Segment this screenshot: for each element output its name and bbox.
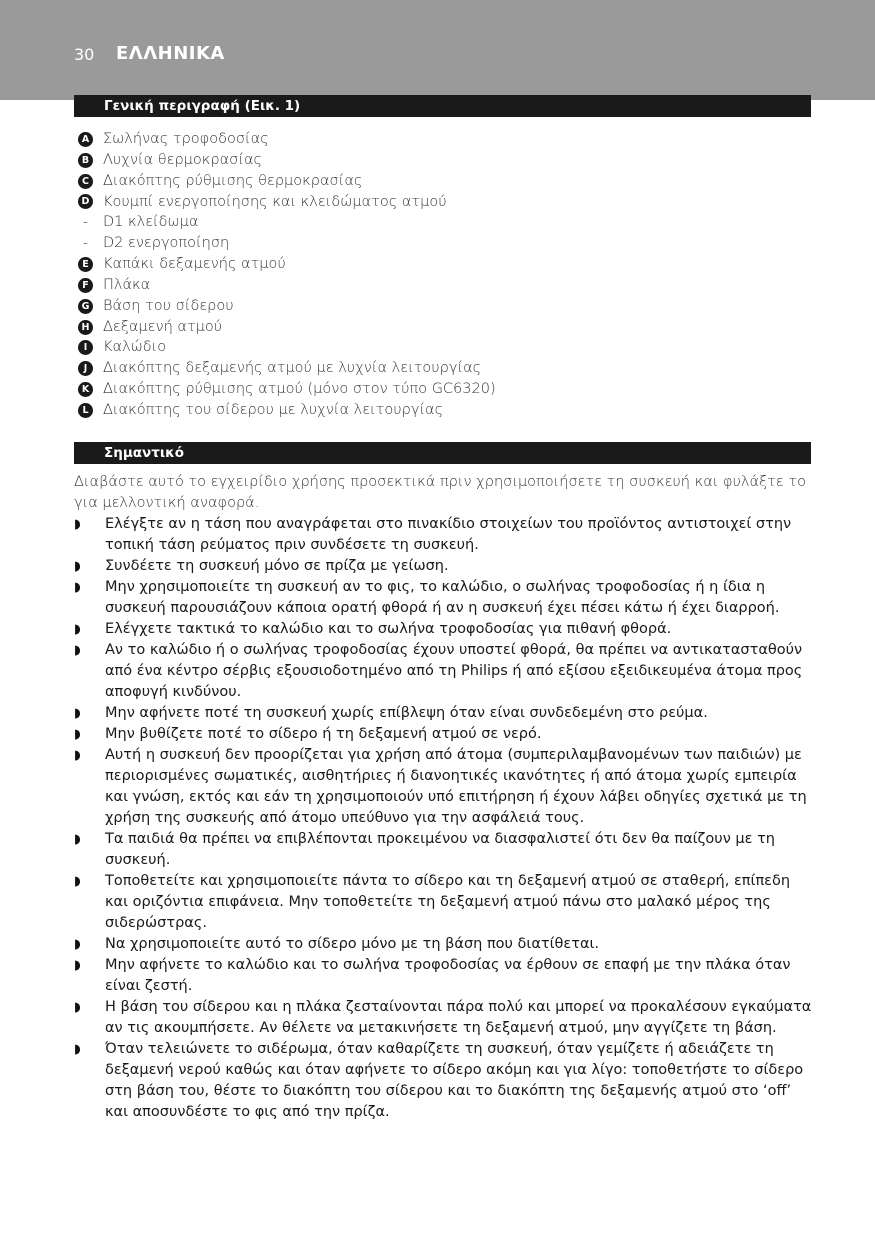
warning-text: Μην βυθίζετε ποτέ το σίδερο ή τη δεξαμενή ατμού σε νερό. — [105, 726, 542, 742]
section-heading-important: Σημαντικό — [74, 442, 811, 464]
warning-item — [74, 703, 814, 724]
parts-list — [78, 129, 808, 421]
warning-item — [74, 640, 814, 703]
warning-item — [74, 934, 814, 955]
part-item — [78, 400, 808, 421]
part-marker-badge: L — [78, 403, 93, 418]
part-label: Διακόπτης ρύθμισης θερμοκρασίας — [103, 172, 363, 189]
part-item — [78, 212, 808, 233]
part-marker-badge: D — [78, 194, 93, 209]
part-marker-badge: C — [78, 174, 93, 189]
bullet-icon: ◗ — [74, 643, 81, 658]
warning-item — [74, 997, 814, 1039]
bullet-icon: ◗ — [74, 937, 81, 952]
warning-text: Μην αφήνετε το καλώδιο και το σωλήνα τροφοδοσίας να έρθουν σε επαφή με την πλάκα όταν είναι ζεστή. — [105, 957, 791, 994]
part-item — [78, 129, 808, 150]
warning-text: Αν το καλώδιο ή ο σωλήνας τροφοδοσίας έχουν υποστεί φθορά, θα πρέπει να αντικατασταθούν από ένα κέντρο σέρβις εξουσιοδοτημένο από τη Philips ή από εξίσου εξειδικευμένα άτομα προς αποφυγή κινδύνου. — [105, 642, 803, 700]
part-item — [78, 337, 808, 358]
warning-text: Αυτή η συσκευή δεν προορίζεται για χρήση από άτομα (συμπεριλαμβανομένων των παιδιών) με περιορισμένες σωματικές, αισθητήριες ή διανοητικές ικανότητες ή από άτομα χωρίς εμπειρία και γνώση, εκτός και εάν τη χρησιμοποιούν υπό επιτήρηση ή έχουν λάβει οδηγίες σχετικά με τη χρήση της συσκευής από άτομο υπεύθυνο για την ασφάλειά τους. — [105, 747, 807, 826]
bullet-icon: ◗ — [74, 727, 81, 742]
bullet-icon: ◗ — [74, 958, 81, 973]
part-marker-badge: B — [78, 153, 93, 168]
part-marker-badge: A — [78, 132, 93, 147]
warning-text: Μην χρησιμοποιείτε τη συσκευή αν το φις, το καλώδιο, ο σωλήνας τροφοδοσίας ή η ίδια η συσκευή παρουσιάζουν κάποια ορατή φθορά ή αν η συσκευή έχει πέσει κάτω ή έχει διαρροή. — [105, 579, 780, 616]
safety-warnings-list — [74, 514, 814, 1123]
part-label: Καπάκι δεξαμενής ατμού — [103, 256, 286, 273]
bullet-icon: ◗ — [74, 622, 81, 637]
warning-item — [74, 724, 814, 745]
part-item — [78, 254, 808, 275]
bullet-icon: ◗ — [74, 517, 81, 532]
warning-text: Τοποθετείτε και χρησιμοποιείτε πάντα το σίδερο και τη δεξαμενή ατμού σε σταθερή, επίπεδη και οριζόντια επιφάνεια. Μην τοποθετείτε τη δεξαμενή ατμού πάνω στο μαλακό μέρος της σιδερώστρας. — [105, 873, 791, 931]
part-item — [78, 192, 808, 213]
warning-text: Συνδέετε τη συσκευή μόνο σε πρίζα με γείωση. — [105, 558, 449, 574]
part-marker-badge: H — [78, 320, 93, 335]
warning-text: Η βάση του σίδερου και η πλάκα ζεσταίνονται πάρα πολύ και μπορεί να προκαλέσουν εγκαύματα αν τις ακουμπήσετε. Αν θέλετε να μετακινήσετε τη δεξαμενή ατμού, μην αγγίζετε τη βάση. — [105, 999, 812, 1036]
bullet-icon: ◗ — [74, 580, 81, 595]
part-label: D1 κλείδωμα — [103, 214, 199, 231]
part-item — [78, 317, 808, 338]
bullet-icon: ◗ — [74, 559, 81, 574]
part-marker-badge: J — [78, 361, 93, 376]
warning-item — [74, 745, 814, 829]
part-item — [78, 379, 808, 400]
part-item — [78, 150, 808, 171]
warning-item — [74, 829, 814, 871]
part-marker-badge: F — [78, 278, 93, 293]
warning-item — [74, 1039, 814, 1123]
bullet-icon: ◗ — [74, 832, 81, 847]
warning-text: Όταν τελειώνετε το σιδέρωμα, όταν καθαρίζετε τη συσκευή, όταν γεμίζετε ή αδειάζετε τη δεξαμενή νερού καθώς και όταν αφήνετε το σίδερο ακόμη και για λίγο: τοποθετήστε το σίδερο στη βάση του, θέστε το διακόπτη του σίδερου και το διακόπτη της δεξαμενής ατμού στο ‘off’ και αποσυνδέστε το φις από την πρίζα. — [105, 1041, 804, 1120]
part-item — [78, 358, 808, 379]
important-intro: Διαβάστε αυτό το εγχειρίδιο χρήσης προσεκτικά πριν χρησιμοποιήσετε τη συσκευή και φυλάξτε το για μελλοντική αναφορά. — [74, 474, 806, 511]
warning-item — [74, 871, 814, 934]
part-label: Δεξαμενή ατμού — [103, 318, 223, 335]
part-item — [78, 171, 808, 192]
part-marker-badge: G — [78, 299, 93, 314]
warning-item — [74, 577, 814, 619]
part-label: Σωλήνας τροφοδοσίας — [103, 131, 269, 147]
part-label: Λυχνία θερμοκρασίας — [103, 151, 263, 168]
part-label: D2 ενεργοποίηση — [103, 235, 230, 252]
warning-text: Ελέγχετε τακτικά το καλώδιο και το σωλήνα τροφοδοσίας για πιθανή φθορά. — [105, 621, 672, 637]
warning-text: Ελέγξτε αν η τάση που αναγράφεται στο πινακίδιο στοιχείων του προϊόντος αντιστοιχεί στην τοπική τάση ρεύματος πριν συνδέσετε τη συσκευή. — [105, 516, 792, 553]
part-label: Διακόπτης δεξαμενής ατμού με λυχνία λειτουργίας — [103, 360, 482, 377]
part-item — [78, 275, 808, 296]
part-label: Καλώδιο — [103, 339, 167, 356]
language-title: ΕΛΛΗΝΙΚΑ — [116, 43, 225, 64]
warning-item — [74, 619, 814, 640]
warning-item — [74, 955, 814, 997]
warning-text: Να χρησιμοποιείτε αυτό το σίδερο μόνο με τη βάση που διατίθεται. — [105, 936, 600, 952]
part-label: Διακόπτης του σίδερου με λυχνία λειτουργίας — [103, 401, 444, 418]
bullet-icon: ◗ — [74, 1000, 81, 1015]
part-marker-badge: I — [78, 340, 93, 355]
warning-item — [74, 556, 814, 577]
part-marker-badge: E — [78, 257, 93, 272]
bullet-icon: ◗ — [74, 748, 81, 763]
page-header — [0, 0, 875, 100]
part-item — [78, 296, 808, 317]
part-item — [78, 233, 808, 254]
part-label: Διακόπτης ρύθμισης ατμού (μόνο στον τύπο GC6320) — [103, 381, 496, 398]
warning-text: Τα παιδιά θα πρέπει να επιβλέπονται προκειμένου να διασφαλιστεί ότι δεν θα παίζουν με τη συσκευή. — [105, 831, 775, 868]
warning-item — [74, 514, 814, 556]
bullet-icon: ◗ — [74, 874, 81, 889]
bullet-icon: ◗ — [74, 1042, 81, 1057]
bullet-icon: ◗ — [74, 706, 81, 721]
page-number: 30 — [74, 45, 95, 64]
warning-text: Μην αφήνετε ποτέ τη συσκευή χωρίς επίβλεψη όταν είναι συνδεδεμένη στο ρεύμα. — [105, 705, 708, 721]
sub-item-dash: - — [82, 235, 89, 252]
part-label: Κουμπί ενεργοποίησης και κλειδώματος ατμού — [103, 193, 447, 210]
part-marker-badge: K — [78, 382, 93, 397]
part-label: Βάση του σίδερου — [103, 297, 234, 314]
part-label: Πλάκα — [103, 276, 151, 293]
section-heading-general-description: Γενική περιγραφή (Εικ. 1) — [74, 95, 811, 117]
sub-item-dash: - — [82, 214, 89, 231]
